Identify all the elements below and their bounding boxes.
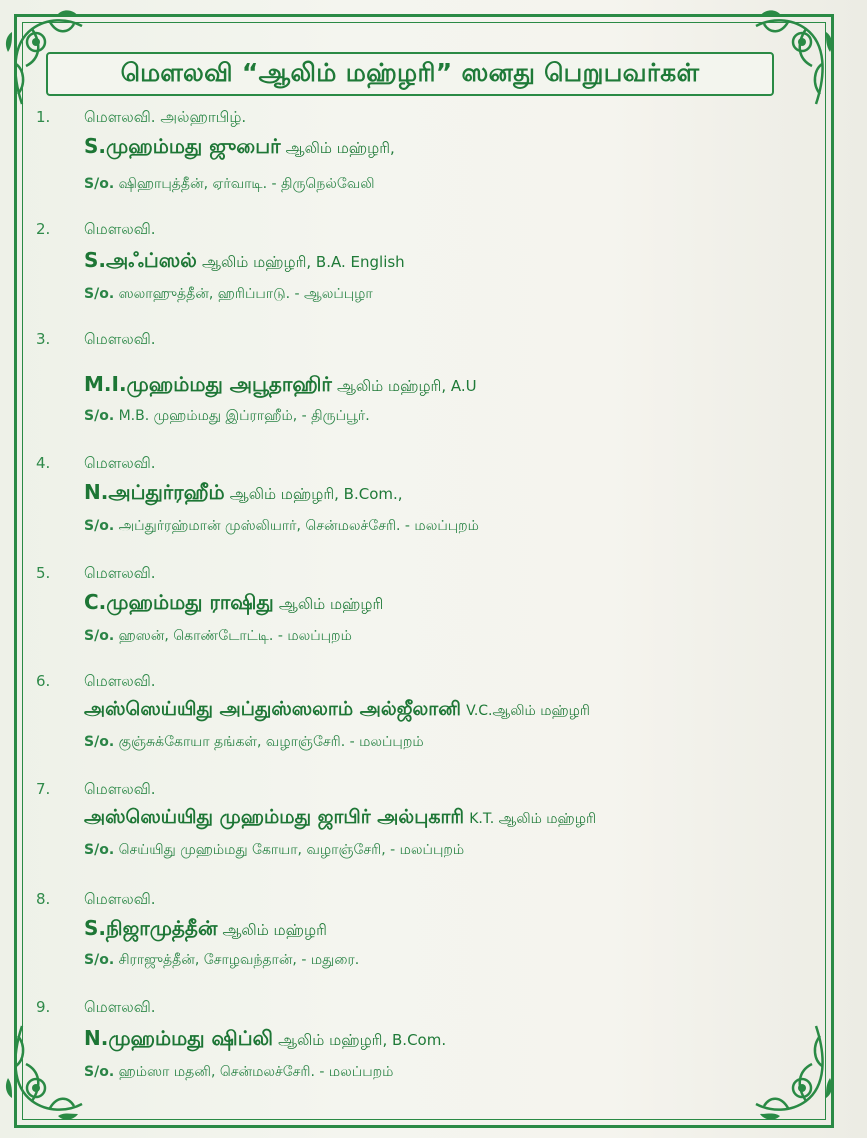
entry-parent-line <box>84 1064 393 1082</box>
entry-parent-line <box>84 734 424 752</box>
entry-parent-prefix: S/o. <box>84 628 115 644</box>
entry-name: C.முஹம்மது ராஷிது <box>84 590 274 614</box>
entry-honorific: மௌலவி. <box>84 564 156 582</box>
entry-parent: செய்யிது முஹம்மது கோயா, வழாஞ்சேரி, - மலப்புறம் <box>118 842 465 858</box>
entry-title-suffix: ஆலிம் மஹ்ழரி, <box>285 139 395 157</box>
entry-name-line <box>84 248 405 275</box>
entry-name-line <box>84 916 327 943</box>
entry-parent-prefix: S/o. <box>84 952 115 968</box>
page-title: மௌலவி “ஆலிம் மஹ்ழரி” ஸனது பெறுபவர்கள் <box>120 57 700 87</box>
entry-parent-prefix: S/o. <box>84 1064 115 1080</box>
entry-parent-prefix: S/o. <box>84 176 115 192</box>
entry-honorific: மௌலவி. <box>84 220 156 238</box>
entry-number: 9. <box>36 998 51 1016</box>
entry-title-suffix: K.T. ஆலிம் மஹ்ழரி <box>469 811 597 827</box>
entry-parent-line <box>84 286 373 304</box>
entry-name: N.முஹம்மது ஷிப்லி <box>84 1026 273 1050</box>
entry-name: N.அப்துர்ரஹீம் <box>84 480 225 504</box>
entry-parent: அப்துர்ரஹ்மான் முஸ்லியார், சென்மலச்சேரி. - மலப்புறம் <box>118 518 479 534</box>
entry-parent: ஷிஹாபுத்தீன், ஏர்வாடி. - திருநெல்வேலி <box>118 176 375 192</box>
entry-name-line <box>84 590 383 617</box>
entry-parent: ஹஸன், கொண்டோட்டி. - மலப்புறம் <box>118 628 352 644</box>
entry-number: 8. <box>36 890 51 908</box>
entry-name: S.அஃப்ஸல் <box>84 248 197 272</box>
entry-parent: ஸலாஹுத்தீன், ஹரிப்பாடு. - ஆலப்புழா <box>118 286 373 302</box>
entry-name: அஸ்ஸெய்யிது அப்துஸ்ஸலாம் அல்ஜீலானி <box>84 698 461 720</box>
entry-name-line <box>84 480 403 507</box>
entry-number: 5. <box>36 564 51 582</box>
entry-parent: சிராஜுத்தீன், சோழவந்தான், - மதுரை. <box>118 952 360 968</box>
entry-parent-prefix: S/o. <box>84 286 115 302</box>
entry-title-suffix: ஆலிம் மஹ்ழரி, B.Com., <box>229 485 403 503</box>
entry-parent: M.B. முஹம்மது இப்ராஹீம், - திருப்பூர். <box>118 408 370 424</box>
entry-title-suffix: ஆலிம் மஹ்ழரி, A.U <box>336 377 477 395</box>
floral-corner-ornament-icon <box>2 1016 92 1126</box>
entry-number: 6. <box>36 672 51 690</box>
entry-honorific: மௌலவி. <box>84 330 156 348</box>
entry-name-line <box>84 372 477 399</box>
entry-parent: குஞ்சுக்கோயா தங்கள், வழாஞ்சேரி. - மலப்புறம் <box>118 734 424 750</box>
entry-title-suffix: ஆலிம் மஹ்ழரி, B.A. English <box>201 253 405 271</box>
entry-parent-prefix: S/o. <box>84 518 115 534</box>
entry-number: 7. <box>36 780 51 798</box>
entry-honorific: மௌலவி. <box>84 672 156 690</box>
entry-name-line <box>84 134 395 161</box>
entry-parent-prefix: S/o. <box>84 734 115 750</box>
title-banner <box>46 52 774 96</box>
entry-title-suffix: ஆலிம் மஹ்ழரி <box>278 595 384 613</box>
entry-parent-prefix: S/o. <box>84 408 115 424</box>
entry-honorific: மௌலவி. அல்ஹாபிழ். <box>84 108 247 126</box>
floral-corner-ornament-icon <box>746 1016 836 1126</box>
entry-honorific: மௌலவி. <box>84 780 156 798</box>
entry-name-line <box>84 698 590 723</box>
entry-number: 4. <box>36 454 51 472</box>
entry-name-line <box>84 1026 446 1053</box>
entry-parent-prefix: S/o. <box>84 842 115 858</box>
entry-parent-line <box>84 628 352 646</box>
entry-parent-line <box>84 842 464 860</box>
entry-parent: ஹம்ஸா மதனி, சென்மலச்சேரி. - மலப்பறம் <box>118 1064 394 1080</box>
entry-title-suffix: V.C.ஆலிம் மஹ்ழரி <box>466 703 590 719</box>
entry-name: S.நிஜாமுத்தீன் <box>84 916 218 940</box>
entry-number: 1. <box>36 108 51 126</box>
entry-title-suffix: ஆலிம் மஹ்ழரி, B.Com. <box>278 1031 447 1049</box>
entry-honorific: மௌலவி. <box>84 454 156 472</box>
entry-parent-line <box>84 408 370 426</box>
entry-number: 3. <box>36 330 51 348</box>
entry-parent-line <box>84 176 375 194</box>
entry-title-suffix: ஆலிம் மஹ்ழரி <box>222 921 327 939</box>
entry-parent-line <box>84 952 359 970</box>
entry-honorific: மௌலவி. <box>84 998 156 1016</box>
entry-name: S.முஹம்மது ஜுபைர் <box>84 134 281 158</box>
entry-number: 2. <box>36 220 51 238</box>
entry-name: M.I.முஹம்மது அபூதாஹிர் <box>84 372 332 396</box>
entry-name-line <box>84 806 596 831</box>
entry-parent-line <box>84 518 479 536</box>
entry-honorific: மௌலவி. <box>84 890 156 908</box>
entry-name: அஸ்ஸெய்யிது முஹம்மது ஜாபிர் அல்புகாரி <box>84 806 465 828</box>
